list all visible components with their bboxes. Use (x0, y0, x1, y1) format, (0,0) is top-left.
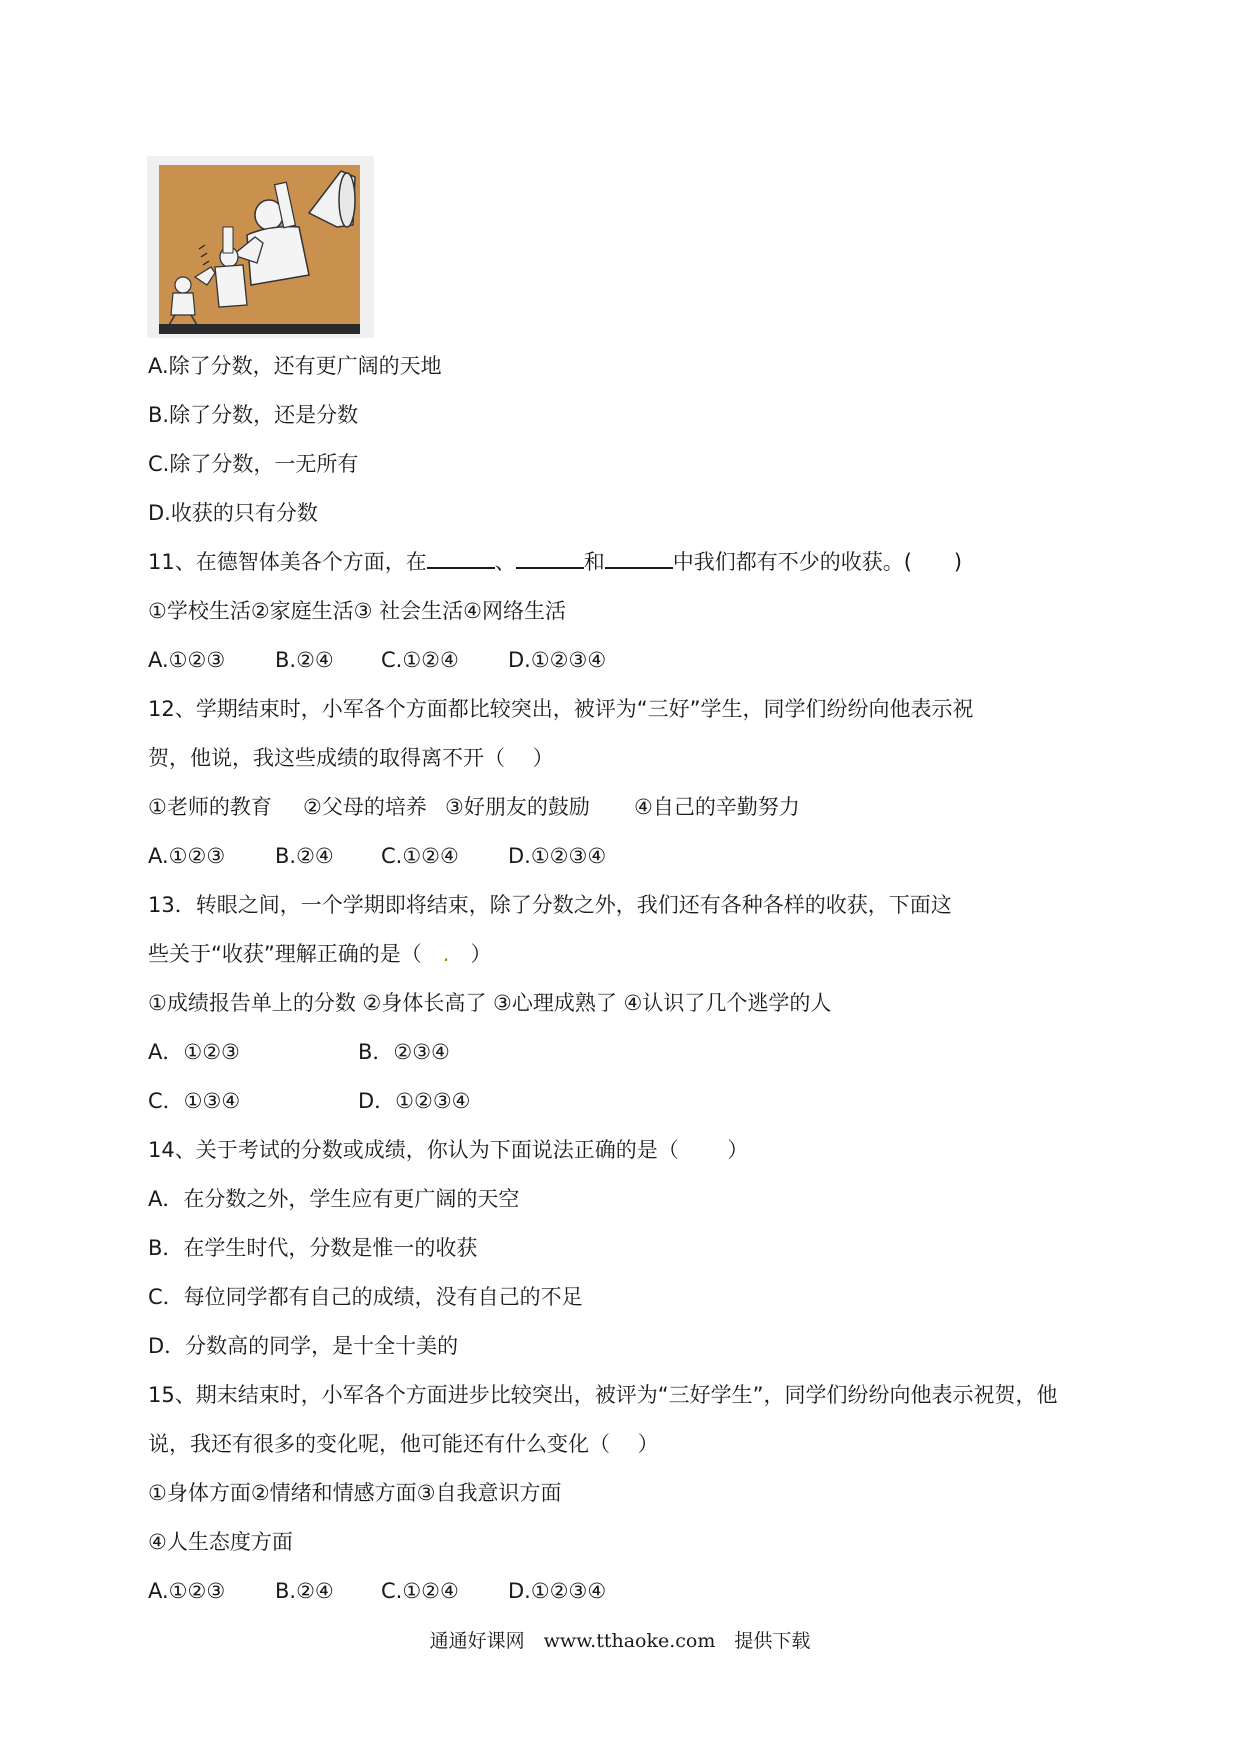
q13-stem-dot: . (442, 942, 450, 966)
q11-blank-3 (605, 549, 673, 569)
q14-option-d: D．分数高的同学，是十全十美的 (148, 1334, 459, 1358)
q13-option-a: A．①②③ (148, 1040, 240, 1064)
q11-option-d: D.①②③④ (508, 648, 607, 672)
q11-separator-2: 和 (583, 550, 605, 574)
q13-stem-line-2-end: ） (449, 942, 492, 966)
q12-item-4: ④自己的辛勤努力 (634, 795, 800, 819)
q14-option-c: C．每位同学都有自己的成绩，没有自己的不足 (148, 1285, 583, 1309)
q14-stem: 14、关于考试的分数或成绩，你认为下面说法正确的是（ ） (148, 1138, 749, 1162)
q11-blank-2 (516, 549, 584, 569)
q14-option-a: A．在分数之外，学生应有更广阔的天空 (148, 1187, 520, 1211)
q12-option-b: B.②④ (275, 844, 334, 868)
q12-option-d: D.①②③④ (508, 844, 607, 868)
q12-stem-line-2: 贺，他说，我这些成绩的取得离不开（ ） (148, 746, 554, 770)
q10-option-b: B.除了分数，还是分数 (148, 403, 359, 427)
q11-separator-1: 、 (494, 550, 516, 574)
q12-item-1: ①老师的教育 (148, 795, 272, 819)
q11-option-b: B.②④ (275, 648, 334, 672)
figure-caption-strip (159, 324, 360, 334)
q11-option-a: A.①②③ (148, 648, 226, 672)
q12-stem-line-1: 12、学期结束时，小军各个方面都比较突出，被评为“三好”学生，同学们纷纷向他表示祝 (148, 697, 974, 721)
q11-items: ①学校生活②家庭生活③ 社会生活④网络生活 (148, 599, 566, 623)
q12-option-a: A.①②③ (148, 844, 226, 868)
q12-item-3: ③好朋友的鼓励 (445, 795, 590, 819)
q13-items: ①成绩报告单上的分数 ②身体长高了 ③心理成熟了 ④认识了几个逃学的人 (148, 991, 832, 1015)
q15-option-b: B.②④ (275, 1579, 334, 1603)
q15-items-line-2: ④人生态度方面 (148, 1530, 293, 1554)
q10-option-d: D.收获的只有分数 (148, 501, 318, 525)
q11-stem-start: 11、在德智体美各个方面，在 (148, 550, 427, 574)
cartoon-figure (147, 156, 374, 338)
q13-stem-line-2 (148, 941, 491, 967)
q14-option-b: B．在学生时代，分数是惟一的收获 (148, 1236, 478, 1260)
q15-stem-line-2: 说，我还有很多的变化呢，他可能还有什么变化（ ） (148, 1432, 659, 1456)
q11-blank-1 (427, 549, 495, 569)
q10-option-a: A.除了分数，还有更广阔的天地 (148, 354, 442, 378)
q13-option-b: B．②③④ (358, 1040, 450, 1064)
q15-option-c: C.①②④ (381, 1579, 459, 1603)
q15-items-line-1: ①身体方面②情绪和情感方面③自我意识方面 (148, 1481, 562, 1505)
q13-stem-line-1: 13．转眼之间，一个学期即将结束，除了分数之外，我们还有各种各样的收获，下面这 (148, 893, 952, 917)
q11-stem (148, 549, 962, 575)
q11-option-c: C.①②④ (381, 648, 459, 672)
q13-stem-line-2-start: 些关于“收获”理解正确的是（ (148, 942, 443, 966)
q12-item-2: ②父母的培养 (303, 795, 427, 819)
q11-stem-end: 中我们都有不少的收获。( ) (672, 550, 963, 574)
q15-stem-line-1: 15、期末结束时，小军各个方面进步比较突出，被评为“三好学生”，同学们纷纷向他表示祝贺，他 (148, 1383, 1058, 1407)
q13-option-d: D．①②③④ (358, 1089, 471, 1113)
q15-option-a: A.①②③ (148, 1579, 226, 1603)
q12-option-c: C.①②④ (381, 844, 459, 868)
q13-option-c: C．①③④ (148, 1089, 241, 1113)
cartoon-megaphones-image (159, 165, 360, 327)
page-footer: 通通好课网 www.tthaoke.com 提供下载 (429, 1630, 811, 1652)
q10-option-c: C.除了分数，一无所有 (148, 452, 359, 476)
q15-option-d: D.①②③④ (508, 1579, 607, 1603)
